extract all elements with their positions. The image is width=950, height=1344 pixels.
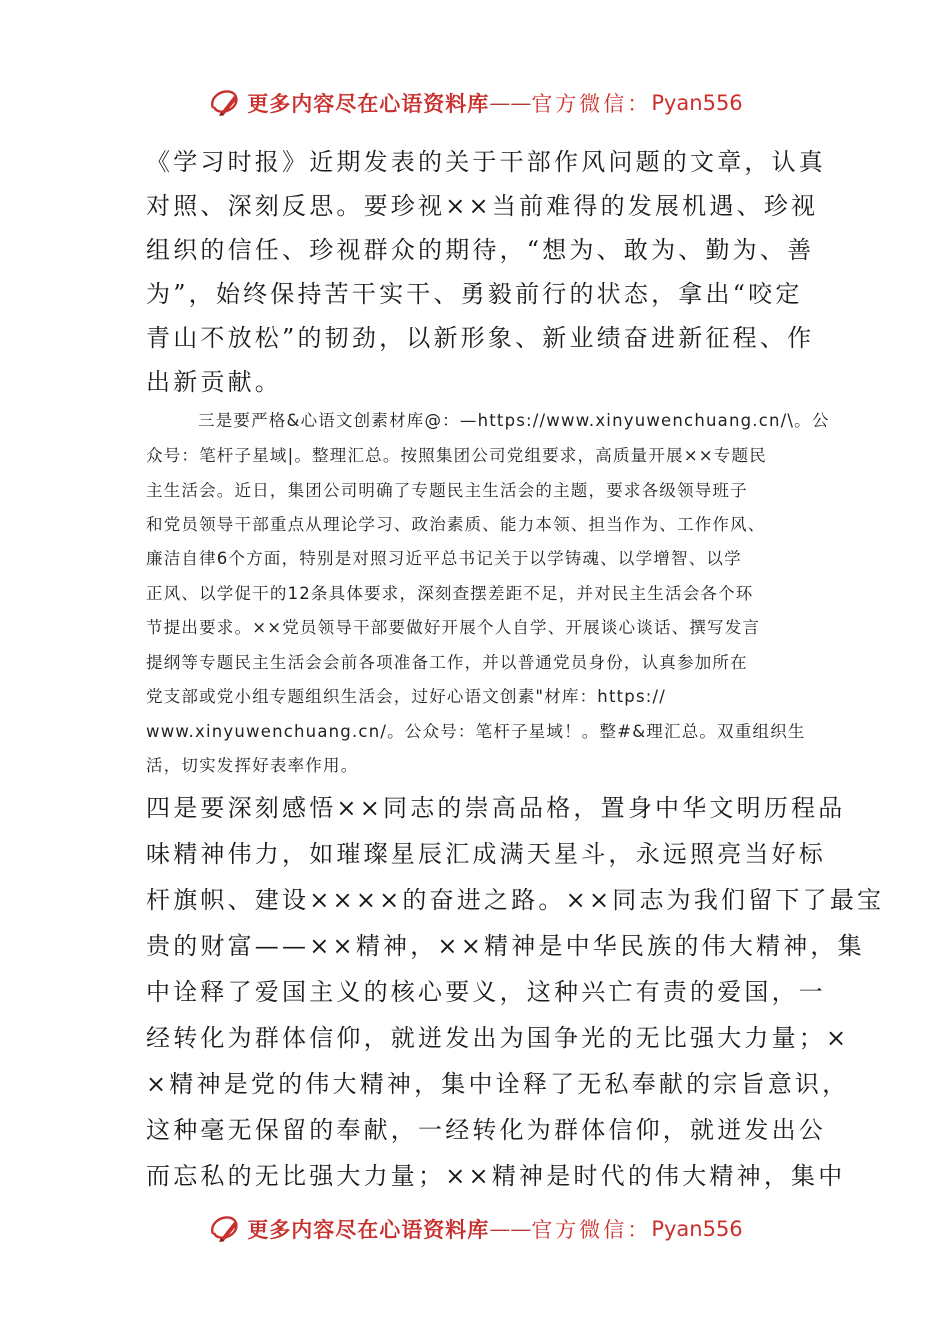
text-line: 廉洁自律6个方面，特别是对照习近平总书记关于以学铸魂、以学增智、以学	[146, 549, 742, 568]
pen-swirl-logo-icon	[207, 1212, 243, 1246]
text-line: 经转化为群体信仰，就迸发出为国争光的无比强大力量；×	[146, 1024, 850, 1052]
text-line: 组织的信任、珍视群众的期待，“想为、敢为、勤为、善	[146, 236, 815, 264]
banner-official-text: 官方微信：	[531, 1218, 652, 1242]
banner-wechat-id: Pyan556	[651, 91, 743, 115]
header-watermark-banner	[0, 86, 950, 120]
banner-site-text: 更多内容尽在心语资料库	[247, 91, 490, 116]
text-line: 众号：笔杆子星域|。整理汇总。按照集团公司党组要求，高质量开展××专题民	[146, 446, 767, 465]
text-line: 这种毫无保留的奉献，一经转化为群体信仰，就迸发出公	[146, 1116, 826, 1144]
text-line: 和党员领导干部重点从理论学习、政治素质、能力本领、担当作为、工作作风、	[146, 515, 766, 534]
text-line: 主生活会。近日，集团公司明确了专题民主生活会的主题，要求各级领导班子	[146, 481, 748, 500]
footer-watermark-banner	[0, 1212, 950, 1246]
text-line: 活，切实发挥好表率作用。	[146, 756, 359, 775]
text-line: 《学习时报》近期发表的关于干部作风问题的文章，认真	[146, 148, 826, 176]
text-line: 青山不放松”的韧劲，以新形象、新业绩奋进新征程、作	[146, 324, 815, 352]
text-line: 三是要严格&心语文创素材库@：—https://www.xinyuwenchuang.cn/\。公	[198, 411, 830, 430]
text-line: 而忘私的无比强大力量；××精神是时代的伟大精神，集中	[146, 1162, 846, 1190]
text-line: 味精神伟力，如璀璨星辰汇成满天星斗，永远照亮当好标	[146, 840, 826, 868]
banner-official-text: 官方微信：	[531, 92, 652, 116]
text-line: 党支部或党小组专题组织生活会，过好心语文创素"材库：https://	[146, 687, 667, 706]
text-line: 中诠释了爱国主义的核心要义，这种兴亡有责的爱国，一	[146, 978, 826, 1006]
text-line: 为”，始终保持苦干实干、勇毅前行的状态，拿出“咬定	[146, 280, 803, 308]
text-line: www.xinyuwenchuang.cn/。公众号：笔杆子星域！。整#&理汇总。双重组织生	[146, 722, 806, 741]
text-line: 杆旗帜、建设××××的奋进之路。××同志为我们留下了最宝	[146, 886, 885, 914]
text-line: 出新贡献。	[146, 368, 282, 396]
text-line: 贵的财富——××精神，××精神是中华民族的伟大精神，集	[146, 932, 865, 960]
banner-site-text: 更多内容尽在心语资料库	[247, 1217, 490, 1242]
text-line: 四是要深刻感悟××同志的崇高品格，置身中华文明历程品	[146, 794, 846, 822]
pen-swirl-logo-icon	[207, 86, 243, 120]
text-line: 对照、深刻反思。要珍视××当前难得的发展机遇、珍视	[146, 192, 819, 220]
text-line: 提纲等专题民主生活会会前各项准备工作，并以普通党员身份，认真参加所在	[146, 653, 748, 672]
banner-wechat-id: Pyan556	[651, 1217, 743, 1241]
text-line: ×精神是党的伟大精神，集中诠释了无私奉献的宗旨意识，	[146, 1070, 850, 1098]
text-line: 节提出要求。××党员领导干部要做好开展个人自学、开展谈心谈话、撰写发言	[146, 618, 761, 637]
text-line: 正风、以学促干的12条具体要求，深刻查摆差距不足，并对民主生活会各个环	[146, 584, 754, 603]
banner-separator: ——	[489, 1217, 532, 1241]
banner-separator: ——	[489, 91, 532, 115]
